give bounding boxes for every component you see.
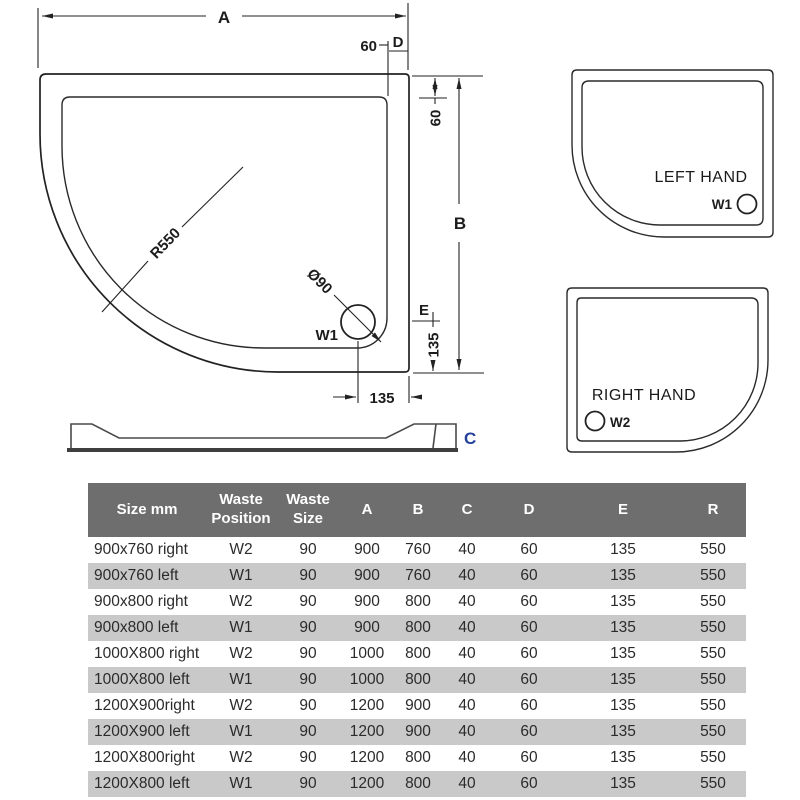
table-cell: 1200 [340,771,394,797]
right-hand-view [540,270,790,465]
table-cell: 90 [276,719,340,745]
table-cell: 90 [299,541,317,558]
column-header: C [442,483,492,537]
table-cell: 760 [405,541,431,558]
table-cell: 550 [680,667,746,693]
table-cell: 1200 [340,719,394,745]
table-cell: 1200 [349,749,385,766]
column-header: R [680,483,746,537]
size-table-body [88,537,746,797]
table-cell: 135 [610,697,636,714]
table-row [88,771,746,797]
table-cell: 900 [354,541,380,558]
radius-label: R550 [146,224,185,263]
offset60-value: 60 [427,109,445,127]
table-row [88,615,746,641]
profile-divider [433,424,436,448]
profile-outline [71,424,456,449]
table-cell: 550 [700,697,726,714]
table-row [88,719,746,745]
table-row [88,667,746,693]
column-header: D [492,483,566,537]
table-cell: 550 [700,749,726,766]
table-cell: 90 [299,697,317,714]
table-cell: 900 [354,593,380,610]
table-cell: 60 [492,771,566,797]
radius-leader-1 [182,167,243,227]
left-hand-title: LEFT HAND [654,169,748,186]
table-cell: W2 [229,593,253,610]
dim-e-label: E [418,302,430,319]
table-row [88,745,746,771]
table-cell: 135 [566,667,680,693]
table-cell: 135 [566,719,680,745]
left-hand-waste-label: W1 [711,197,732,212]
table-cell: 1200 [349,697,385,714]
table-cell: 135 [610,645,636,662]
table-cell: 1200X800right [94,749,195,766]
table-cell: 135 [610,749,636,766]
dim-d-value: 60 [360,38,377,55]
table-cell: 90 [299,645,317,662]
waste-offset-value: 135 [369,390,395,407]
table-cell: 550 [680,771,746,797]
table-cell: 90 [276,563,340,589]
table-cell: W2 [229,697,253,714]
table-row [88,563,746,589]
table-cell: 900 [394,719,442,745]
column-header: E [566,483,680,537]
table-cell: 60 [520,697,538,714]
table-cell: 40 [442,719,492,745]
table-cell: 900x800 right [94,593,188,610]
dim-a-label: A [217,8,231,27]
table-cell: W2 [229,541,253,558]
dim-b-label: B [453,214,467,233]
table-cell: 60 [492,563,566,589]
table-cell: 1200X900 left [88,719,206,745]
table-cell: 40 [442,615,492,641]
table-cell: 900x760 left [88,563,206,589]
table-cell: 900x760 right [94,541,188,558]
table-cell: 40 [442,563,492,589]
left-hand-waste-hole [738,195,757,214]
table-cell: 550 [700,541,726,558]
plan-view [0,0,520,470]
table-cell: 760 [394,563,442,589]
table-cell: 40 [458,749,476,766]
table-cell: 60 [520,593,538,610]
table-cell: 900 [340,563,394,589]
table-cell: 135 [610,593,636,610]
right-hand-waste-hole [586,412,605,431]
table-cell: 550 [680,615,746,641]
table-cell: 1200X900right [94,697,195,714]
size-table-header-row [88,483,746,537]
radius-leader-2 [102,261,148,312]
table-cell: W1 [206,615,276,641]
table-cell: W1 [206,563,276,589]
profile-view [67,424,476,452]
table-cell: 550 [680,719,746,745]
column-header: Waste Position [206,483,276,537]
table-cell: 60 [492,667,566,693]
waste-diameter-label: Ø90 [303,265,336,298]
table-cell: 1000 [349,645,385,662]
table-cell: 1000X800 left [88,667,206,693]
column-header: Waste Size [276,483,340,537]
table-row [88,693,746,719]
table-cell: 60 [520,749,538,766]
table-cell: 90 [299,593,317,610]
table-cell: 40 [458,645,476,662]
table-cell: W2 [229,749,253,766]
table-cell: 135 [566,615,680,641]
table-row [88,641,746,667]
table-cell: W1 [206,719,276,745]
table-cell: 800 [394,771,442,797]
table-cell: W2 [229,645,253,662]
table-cell: 60 [520,645,538,662]
table-cell: 40 [458,593,476,610]
table-cell: 1000X800 right [94,645,200,662]
column-header: A [340,483,394,537]
table-cell: 900x800 left [88,615,206,641]
table-cell: 800 [394,667,442,693]
dim-c-label: C [464,429,477,448]
table-cell: 40 [458,697,476,714]
table-row [88,537,746,563]
table-cell: 90 [276,667,340,693]
dim-d-label: D [392,34,404,51]
waste-hole [341,305,375,339]
table-cell: 800 [405,749,431,766]
table-cell: 800 [405,645,431,662]
table-row [88,589,746,615]
table-cell: 90 [276,615,340,641]
table-cell: 900 [340,615,394,641]
table-cell: 550 [680,563,746,589]
table-cell: 550 [700,645,726,662]
table-cell: 40 [442,771,492,797]
table-cell: 60 [492,615,566,641]
table-cell: 40 [442,667,492,693]
table-cell: 1200X800 left [88,771,206,797]
table-cell: 135 [566,771,680,797]
table-cell: W1 [206,771,276,797]
table-cell: 135 [566,563,680,589]
table-cell: 90 [299,749,317,766]
table-cell: 800 [405,593,431,610]
dim-e-value: 135 [425,332,443,358]
tray-inner-edge [62,97,387,348]
column-header: B [394,483,442,537]
table-cell: 40 [458,541,476,558]
profile-base [67,448,458,452]
left-hand-inner-edge [582,81,763,225]
right-hand-waste-label: W2 [610,415,631,430]
table-cell: 550 [700,593,726,610]
left-hand-view [540,40,790,250]
size-table [88,483,746,797]
table-cell: 60 [520,541,538,558]
waste-position-label: W1 [315,327,338,344]
table-cell: 800 [394,615,442,641]
table-cell: 60 [492,719,566,745]
table-cell: 1000 [340,667,394,693]
right-hand-title: RIGHT HAND [591,387,697,404]
table-cell: 90 [276,771,340,797]
table-cell: W1 [206,667,276,693]
column-header: Size mm [88,483,206,537]
table-cell: 900 [405,697,431,714]
table-cell: 135 [610,541,636,558]
